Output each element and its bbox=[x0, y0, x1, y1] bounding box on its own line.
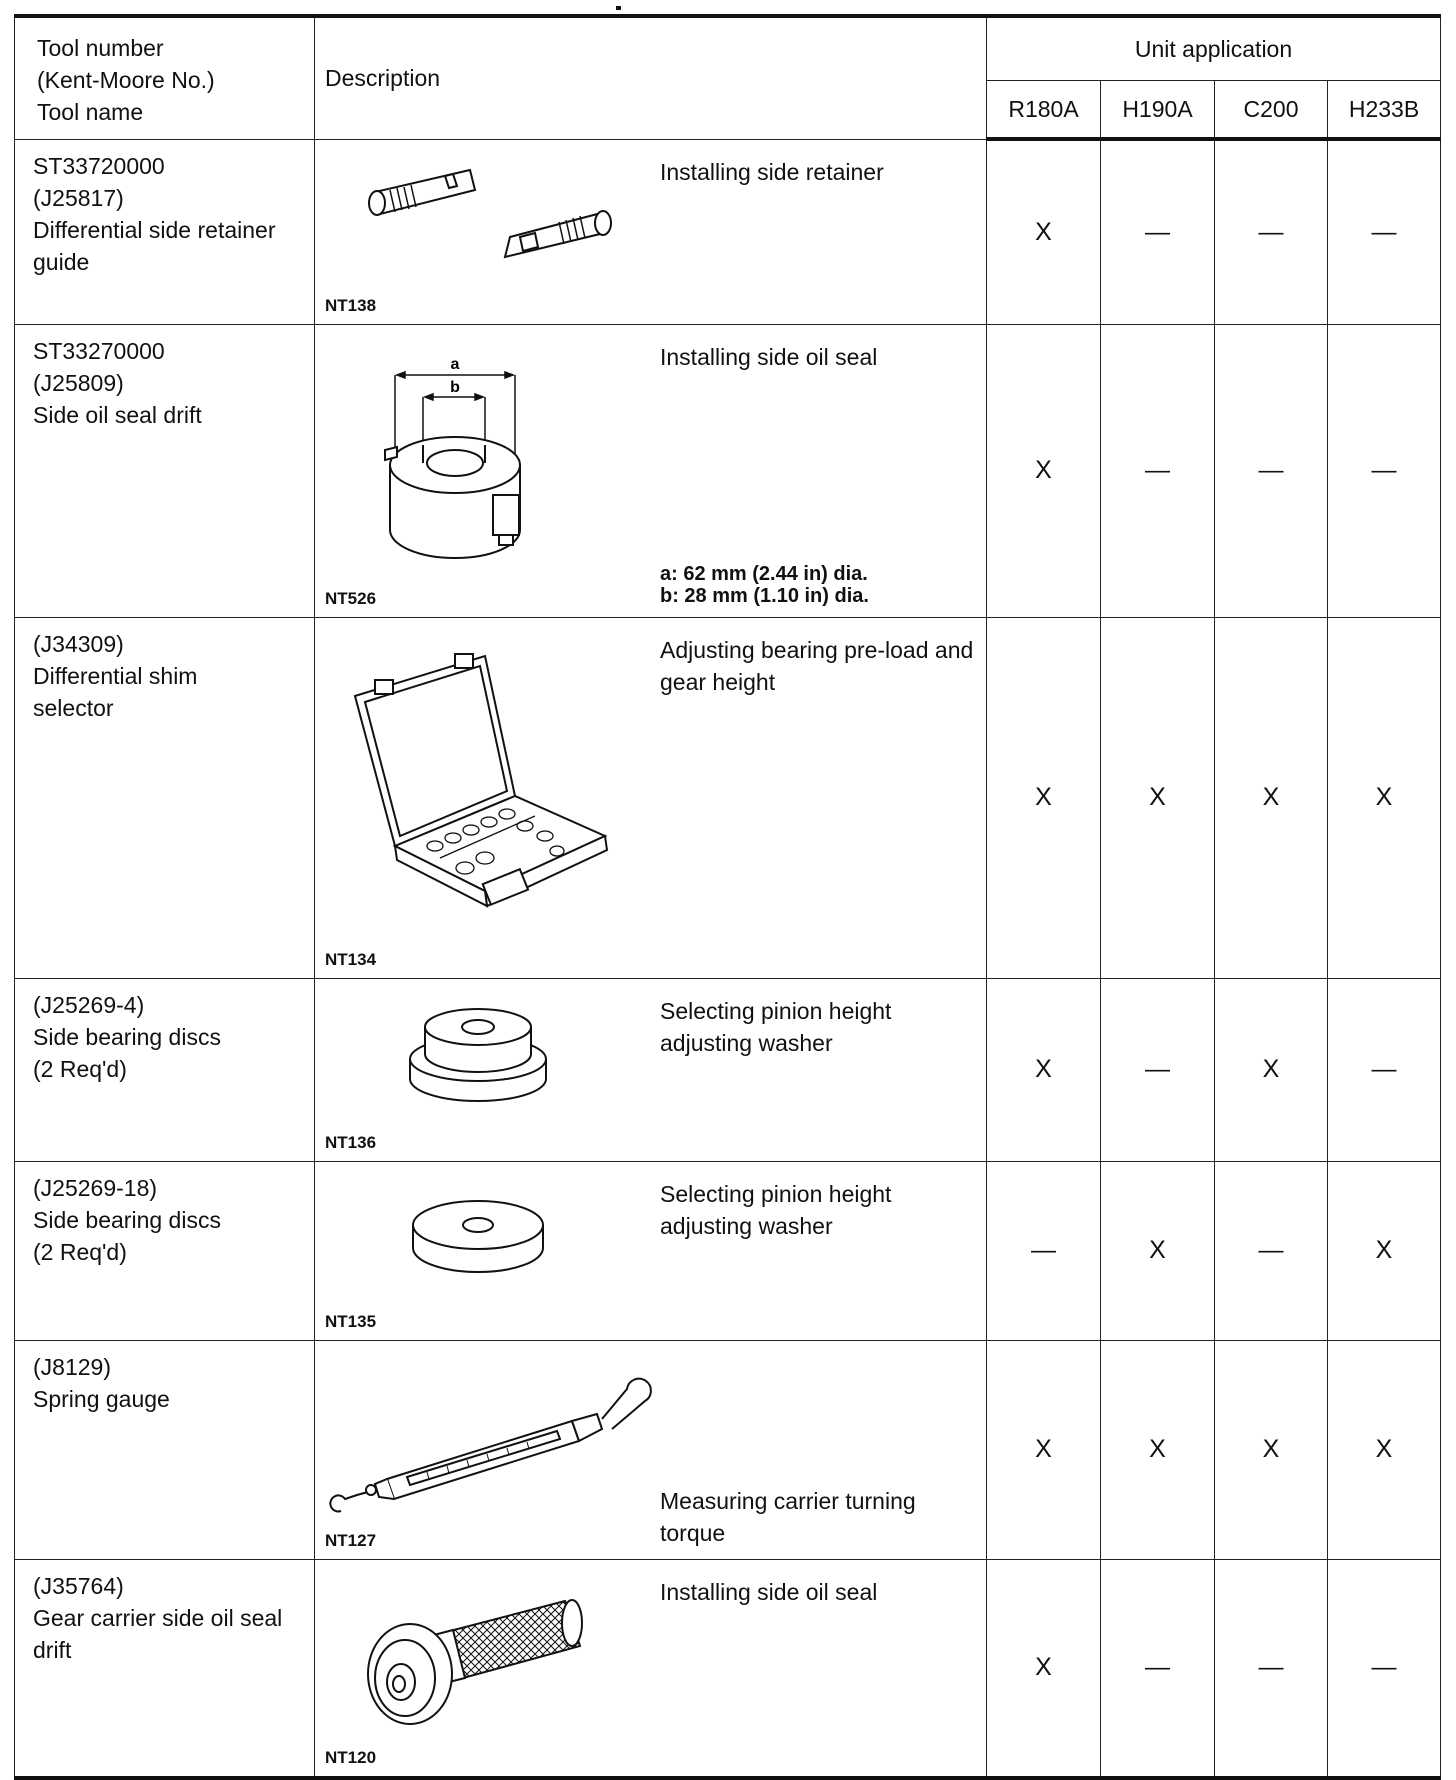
header-tool-name: Tool name bbox=[37, 99, 144, 125]
tool-cell bbox=[15, 139, 315, 324]
tool-cell bbox=[15, 1340, 315, 1559]
mark-h190a: — bbox=[1101, 139, 1215, 324]
tool-cell bbox=[15, 978, 315, 1161]
description-cell bbox=[315, 1340, 987, 1559]
mark-h233b: — bbox=[1328, 1559, 1441, 1778]
tool-cell bbox=[15, 1161, 315, 1340]
mark-h233b: — bbox=[1328, 139, 1441, 324]
scan-mark bbox=[616, 6, 621, 10]
dimensions bbox=[660, 563, 869, 607]
table-row bbox=[15, 1559, 1441, 1778]
shim-selector-case-illustration bbox=[335, 636, 635, 926]
mark-h190a: — bbox=[1101, 324, 1215, 617]
tool-name: Differential shim bbox=[33, 662, 198, 689]
dimension-a: a: 62 mm (2.44 in) dia. bbox=[660, 562, 868, 585]
figure-code: NT127 bbox=[325, 1530, 377, 1550]
tool-number: ST33720000 bbox=[33, 152, 165, 179]
mark-c200: X bbox=[1215, 978, 1328, 1161]
tool-cell bbox=[15, 324, 315, 617]
header-unit-c200: C200 bbox=[1215, 81, 1328, 140]
tool-name: Side bearing discs bbox=[33, 1023, 221, 1050]
dim-label-b: b bbox=[450, 378, 460, 396]
header-unit-h233b: H233B bbox=[1328, 81, 1441, 140]
usage-text: Adjusting bearing pre-load and gear height bbox=[660, 636, 974, 695]
tool-quantity: (2 Req'd) bbox=[33, 1238, 127, 1265]
mark-h233b: — bbox=[1328, 324, 1441, 617]
mark-c200: — bbox=[1215, 1161, 1328, 1340]
mark-c200: — bbox=[1215, 139, 1328, 324]
kent-moore-number: (J8129) bbox=[33, 1353, 111, 1380]
mark-h233b: X bbox=[1328, 1161, 1441, 1340]
header-unit-h190a: H190A bbox=[1101, 81, 1215, 140]
tool-name-cont: selector bbox=[33, 694, 114, 721]
figure-code: NT135 bbox=[325, 1311, 377, 1331]
tool-name: Gear carrier side oil seal bbox=[33, 1604, 283, 1631]
mark-h190a: — bbox=[1101, 978, 1215, 1161]
kent-moore-number: (J25817) bbox=[33, 184, 124, 211]
tool-name-cont: drift bbox=[33, 1636, 72, 1663]
mark-h190a: X bbox=[1101, 1340, 1215, 1559]
header-description: Description bbox=[315, 16, 987, 139]
side-oil-seal-drift-illustration bbox=[375, 345, 595, 575]
table-row bbox=[15, 324, 1441, 617]
dim-label-a: a bbox=[450, 355, 460, 373]
usage-text: Measuring carrier turning torque bbox=[660, 1487, 916, 1546]
mark-r180a: — bbox=[987, 1161, 1101, 1340]
dimension-b: b: 28 mm (1.10 in) dia. bbox=[660, 584, 869, 607]
usage-text: Installing side oil seal bbox=[660, 1578, 878, 1605]
spring-gauge-illustration bbox=[327, 1359, 667, 1529]
mark-h233b: X bbox=[1328, 1340, 1441, 1559]
usage-text: Selecting pinion height adjusting washer bbox=[660, 1180, 892, 1239]
figure-code: NT134 bbox=[325, 949, 377, 969]
table-row bbox=[15, 617, 1441, 978]
mark-r180a: X bbox=[987, 1340, 1101, 1559]
header-tool-number: Tool number bbox=[37, 35, 164, 61]
description-cell bbox=[315, 617, 987, 978]
mark-h190a: X bbox=[1101, 617, 1215, 978]
mark-h190a: — bbox=[1101, 1559, 1215, 1778]
table-row bbox=[15, 1340, 1441, 1559]
figure-code: NT136 bbox=[325, 1132, 377, 1152]
table-row bbox=[15, 139, 1441, 324]
header-tool-cell bbox=[15, 16, 315, 139]
table-row bbox=[15, 1161, 1441, 1340]
mark-r180a: X bbox=[987, 139, 1101, 324]
kent-moore-number: (J25269-18) bbox=[33, 1174, 158, 1201]
description-cell bbox=[315, 1161, 987, 1340]
mark-c200: X bbox=[1215, 617, 1328, 978]
mark-c200: — bbox=[1215, 1559, 1328, 1778]
figure-code: NT526 bbox=[325, 588, 377, 608]
figure-code: NT138 bbox=[325, 295, 377, 315]
mark-r180a: X bbox=[987, 1559, 1101, 1778]
side-bearing-disc-stepped-illustration bbox=[405, 999, 555, 1109]
mark-r180a: X bbox=[987, 978, 1101, 1161]
tool-name: Side bearing discs bbox=[33, 1206, 221, 1233]
usage-text: Installing side retainer bbox=[660, 158, 884, 185]
tool-cell bbox=[15, 617, 315, 978]
tool-cell bbox=[15, 1559, 315, 1778]
tool-number: ST33270000 bbox=[33, 337, 165, 364]
kent-moore-number: (J35764) bbox=[33, 1572, 124, 1599]
usage-text: Installing side oil seal bbox=[660, 343, 878, 370]
tool-name-cont: guide bbox=[33, 248, 90, 275]
special-tools-table-sheet bbox=[14, 14, 1440, 1780]
description-cell bbox=[315, 1559, 987, 1778]
gear-carrier-oil-seal-drift-illustration bbox=[355, 1586, 595, 1736]
tool-quantity: (2 Req'd) bbox=[33, 1055, 127, 1082]
kent-moore-number: (J25809) bbox=[33, 369, 124, 396]
kent-moore-number: (J25269-4) bbox=[33, 991, 145, 1018]
mark-h233b: — bbox=[1328, 978, 1441, 1161]
kent-moore-number: (J34309) bbox=[33, 630, 124, 657]
mark-r180a: X bbox=[987, 324, 1101, 617]
mark-h233b: X bbox=[1328, 617, 1441, 978]
description-cell bbox=[315, 978, 987, 1161]
description-cell bbox=[315, 139, 987, 324]
tool-name: Differential side retainer bbox=[33, 216, 276, 243]
special-tools-table bbox=[14, 14, 1441, 1780]
tool-name: Spring gauge bbox=[33, 1385, 170, 1412]
mark-c200: — bbox=[1215, 324, 1328, 617]
mark-h190a: X bbox=[1101, 1161, 1215, 1340]
table-row bbox=[15, 978, 1441, 1161]
tool-name: Side oil seal drift bbox=[33, 401, 202, 428]
header-unit-application: Unit application bbox=[987, 16, 1441, 81]
header-kent-moore: (Kent-Moore No.) bbox=[37, 67, 215, 93]
mark-r180a: X bbox=[987, 617, 1101, 978]
mark-c200: X bbox=[1215, 1340, 1328, 1559]
retainer-guide-illustration bbox=[335, 152, 635, 272]
header-unit-r180a: R180A bbox=[987, 81, 1101, 140]
usage-text: Selecting pinion height adjusting washer bbox=[660, 997, 892, 1056]
side-bearing-disc-flat-illustration bbox=[405, 1190, 555, 1280]
description-cell bbox=[315, 324, 987, 617]
figure-code: NT120 bbox=[325, 1747, 377, 1767]
